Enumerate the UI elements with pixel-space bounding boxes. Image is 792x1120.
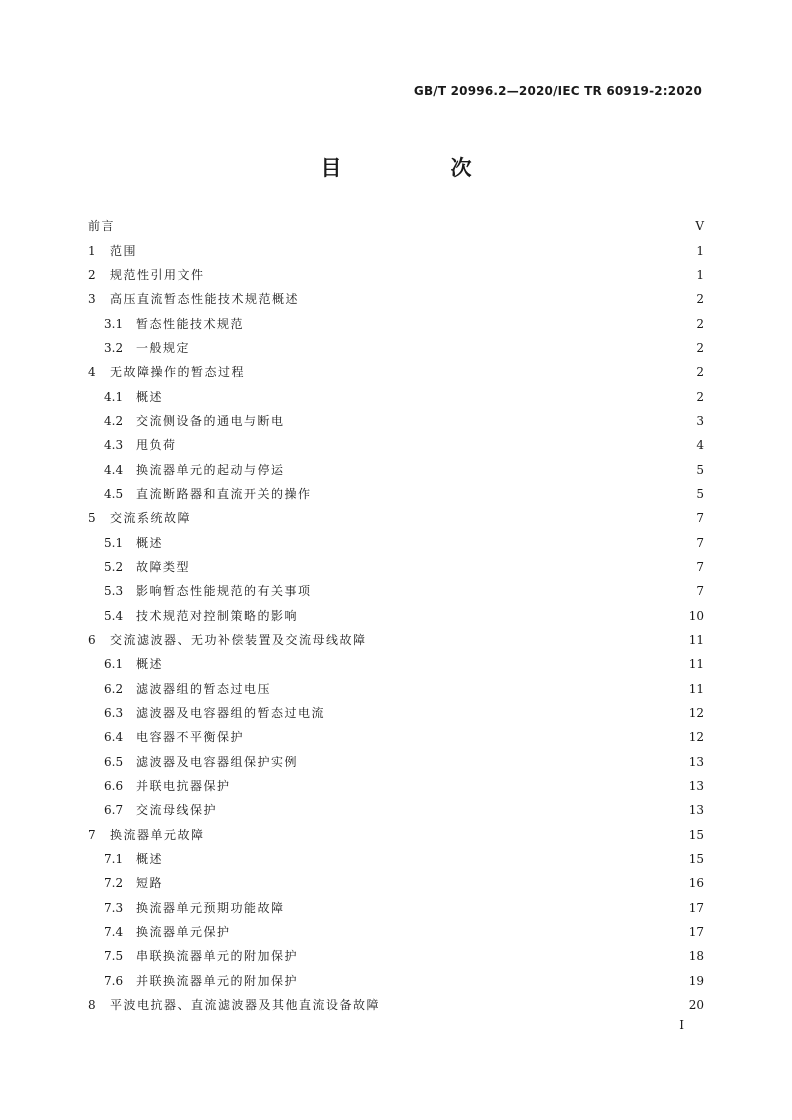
toc-entry-label: 概述 bbox=[136, 535, 164, 550]
toc-entry[interactable] bbox=[88, 920, 704, 944]
toc-entry[interactable] bbox=[88, 847, 704, 871]
toc-entry-page: 7 bbox=[696, 559, 704, 574]
toc-entry-label: 概述 bbox=[136, 852, 164, 867]
toc-entry[interactable] bbox=[88, 798, 704, 822]
dot-leader bbox=[331, 707, 683, 719]
toc-entry[interactable] bbox=[88, 409, 704, 433]
toc-entry-number: 5.4 bbox=[104, 608, 124, 623]
toc-entry[interactable] bbox=[88, 360, 704, 384]
toc-entry[interactable] bbox=[88, 604, 704, 628]
toc-entry[interactable] bbox=[88, 774, 704, 798]
toc-entry-label: 交流侧设备的通电与断电 bbox=[136, 413, 285, 428]
dot-leader bbox=[251, 366, 686, 378]
toc-entry-number: 7.6 bbox=[104, 973, 124, 988]
toc-entry-label: 滤波器及电容器组的暂态过电流 bbox=[136, 706, 326, 721]
dot-leader bbox=[211, 829, 683, 841]
toc-entry-label: 概述 bbox=[136, 389, 164, 404]
toc-entry-page: 16 bbox=[688, 876, 704, 891]
toc-entry-label: 换流器单元的起动与停运 bbox=[136, 462, 285, 477]
toc-entry-page: 2 bbox=[696, 292, 704, 307]
toc-entry-page: 19 bbox=[688, 973, 704, 988]
toc-entry[interactable] bbox=[88, 457, 704, 481]
toc-entry[interactable] bbox=[88, 530, 704, 554]
toc-entry-page: 7 bbox=[696, 535, 704, 550]
toc-entry[interactable] bbox=[88, 725, 704, 749]
toc-entry-label: 规范性引用文件 bbox=[110, 267, 205, 282]
toc-entry-page: 13 bbox=[688, 754, 704, 769]
toc-entry[interactable] bbox=[88, 896, 704, 920]
dot-leader bbox=[196, 561, 686, 573]
toc-entry-page: 15 bbox=[688, 827, 704, 842]
toc-entry-label: 短路 bbox=[136, 876, 164, 891]
toc-entry[interactable] bbox=[88, 701, 704, 725]
toc-entry-label: 故障类型 bbox=[136, 559, 191, 574]
toc-entry-number: 4 bbox=[88, 365, 96, 380]
dot-leader bbox=[304, 950, 683, 962]
toc-entry-number: 5 bbox=[88, 511, 96, 526]
toc-entry-page: 17 bbox=[688, 925, 704, 940]
toc-entry[interactable] bbox=[88, 750, 704, 774]
dot-leader bbox=[291, 464, 686, 476]
toc-entry-page: 7 bbox=[696, 511, 704, 526]
dot-leader bbox=[169, 537, 686, 549]
toc-entry-label: 概述 bbox=[136, 657, 164, 672]
toc-entry-page: 2 bbox=[696, 316, 704, 331]
toc-entry-page: 17 bbox=[688, 900, 704, 915]
dot-leader bbox=[169, 391, 686, 403]
dot-leader bbox=[223, 804, 683, 816]
toc-entry-page: 13 bbox=[688, 803, 704, 818]
toc-entry[interactable] bbox=[88, 652, 704, 676]
toc-entry[interactable] bbox=[88, 263, 704, 287]
toc-entry-label: 并联换流器单元的附加保护 bbox=[136, 973, 299, 988]
toc-entry-number: 6.5 bbox=[104, 754, 124, 769]
dot-leader bbox=[237, 780, 683, 792]
toc-entry-label: 暂态性能技术规范 bbox=[136, 316, 245, 331]
toc-entry-number: 7 bbox=[88, 827, 96, 842]
dot-leader bbox=[183, 439, 686, 451]
toc-entry[interactable] bbox=[88, 555, 704, 579]
toc-entry[interactable] bbox=[88, 579, 704, 603]
toc-entry[interactable] bbox=[88, 506, 704, 530]
dot-leader bbox=[318, 488, 686, 500]
toc-entry[interactable] bbox=[88, 677, 704, 701]
toc-entry-page: 4 bbox=[696, 438, 704, 453]
toc-entry-label: 电容器不平衡保护 bbox=[136, 730, 245, 745]
toc-entry-number: 4.1 bbox=[104, 389, 124, 404]
toc-entry-number: 4.2 bbox=[104, 413, 124, 428]
toc-entry-number: 6.2 bbox=[104, 681, 124, 696]
toc-entry-page: 18 bbox=[688, 949, 704, 964]
dot-leader bbox=[318, 585, 686, 597]
toc-entry[interactable] bbox=[88, 214, 704, 238]
toc-entry-label: 交流系统故障 bbox=[110, 511, 192, 526]
toc-entry-label: 平波电抗器、直流滤波器及其他直流设备故障 bbox=[110, 998, 381, 1013]
toc-entry-number: 6.4 bbox=[104, 730, 124, 745]
standard-code: GB/T 20996.2—2020/IEC TR 60919-2:2020 bbox=[413, 84, 702, 98]
toc-entry[interactable] bbox=[88, 944, 704, 968]
toc-entry-number: 5.3 bbox=[104, 584, 124, 599]
toc-entry-label: 直流断路器和直流开关的操作 bbox=[136, 486, 312, 501]
toc-entry-number: 7.3 bbox=[104, 900, 124, 915]
dot-leader bbox=[250, 318, 686, 330]
toc-entry-page: 5 bbox=[696, 486, 704, 501]
toc-entry-number: 6.7 bbox=[104, 803, 124, 818]
toc-entry[interactable] bbox=[88, 871, 704, 895]
toc-entry[interactable] bbox=[88, 336, 704, 360]
toc-entry-number: 4.4 bbox=[104, 462, 124, 477]
dot-leader bbox=[211, 269, 686, 281]
toc-entry-label: 滤波器及电容器组保护实例 bbox=[136, 754, 299, 769]
toc-entry[interactable] bbox=[88, 628, 704, 652]
toc-entry-number: 7.5 bbox=[104, 949, 124, 964]
dot-leader bbox=[169, 877, 683, 889]
dot-leader bbox=[386, 999, 683, 1011]
dot-leader bbox=[304, 756, 683, 768]
toc-entry-page: 7 bbox=[696, 584, 704, 599]
toc-entry[interactable] bbox=[88, 384, 704, 408]
toc-entry-number: 7.4 bbox=[104, 925, 124, 940]
dot-leader bbox=[196, 342, 686, 354]
toc-entry-number: 7.1 bbox=[104, 852, 124, 867]
dot-leader bbox=[277, 683, 683, 695]
toc-entry-number: 5.2 bbox=[104, 559, 124, 574]
toc-entry-label: 并联电抗器保护 bbox=[136, 779, 231, 794]
toc-entry-label: 换流器单元预期功能故障 bbox=[136, 900, 285, 915]
toc-entry-label: 范围 bbox=[110, 243, 138, 258]
toc-entry-number: 4.3 bbox=[104, 438, 124, 453]
toc-entry-number: 6.6 bbox=[104, 779, 124, 794]
toc-entry[interactable] bbox=[88, 433, 704, 457]
toc-entry-label: 换流器单元保护 bbox=[136, 925, 231, 940]
toc-entry-page: 3 bbox=[696, 413, 704, 428]
toc-entry-number: 1 bbox=[88, 243, 96, 258]
toc-entry-number: 3 bbox=[88, 292, 96, 307]
dot-leader bbox=[291, 902, 683, 914]
toc-entry-label: 技术规范对控制策略的影响 bbox=[136, 608, 299, 623]
toc-entry[interactable] bbox=[88, 311, 704, 335]
toc-entry-page: 1 bbox=[696, 243, 704, 258]
dot-leader bbox=[121, 220, 686, 232]
toc-entry[interactable] bbox=[88, 287, 704, 311]
toc-entry-page: 11 bbox=[688, 657, 704, 672]
toc-entry-label: 交流母线保护 bbox=[136, 803, 218, 818]
toc-entry-page: 12 bbox=[688, 706, 704, 721]
toc-entry-label: 串联换流器单元的附加保护 bbox=[136, 949, 299, 964]
toc-entry-number: 6.3 bbox=[104, 706, 124, 721]
toc-entry-label: 无故障操作的暂态过程 bbox=[110, 365, 246, 380]
toc-entry-page: 2 bbox=[696, 340, 704, 355]
toc-entry-label: 甩负荷 bbox=[136, 438, 177, 453]
toc-entry-number: 4.5 bbox=[104, 486, 124, 501]
toc-entry-page: 2 bbox=[696, 365, 704, 380]
toc-entry-number: 6 bbox=[88, 633, 96, 648]
toc-entry[interactable] bbox=[88, 993, 704, 1017]
toc-entry-page: 11 bbox=[688, 681, 704, 696]
toc-entry-page: 2 bbox=[696, 389, 704, 404]
toc-entry-number: 3.1 bbox=[104, 316, 124, 331]
toc-entry-number: 7.2 bbox=[104, 876, 124, 891]
toc-title: 目 次 bbox=[320, 156, 516, 180]
toc-entry-label: 高压直流暂态性能技术规范概述 bbox=[110, 292, 300, 307]
toc-entry-page: 13 bbox=[688, 779, 704, 794]
dot-leader bbox=[169, 853, 683, 865]
toc-entry-label: 影响暂态性能规范的有关事项 bbox=[136, 584, 312, 599]
toc-entry[interactable] bbox=[88, 238, 704, 262]
dot-leader bbox=[304, 610, 683, 622]
toc-entry-page: 20 bbox=[688, 998, 704, 1013]
page-number: I bbox=[679, 1018, 684, 1032]
toc-entry[interactable] bbox=[88, 823, 704, 847]
toc-entry-page: 15 bbox=[688, 852, 704, 867]
dot-leader bbox=[143, 245, 686, 257]
toc-entry-number: 2 bbox=[88, 267, 96, 282]
dot-leader bbox=[250, 731, 683, 743]
toc-entry-page: 5 bbox=[696, 462, 704, 477]
table-of-contents bbox=[88, 214, 704, 1017]
toc-entry-page: 10 bbox=[688, 608, 704, 623]
toc-entry-page: 12 bbox=[688, 730, 704, 745]
toc-entry-number: 5.1 bbox=[104, 535, 124, 550]
dot-leader bbox=[169, 658, 683, 670]
toc-entry-label: 换流器单元故障 bbox=[110, 827, 205, 842]
dot-leader bbox=[304, 975, 683, 987]
dot-leader bbox=[305, 293, 686, 305]
toc-entry-label: 滤波器组的暂态过电压 bbox=[136, 681, 272, 696]
toc-entry-label: 一般规定 bbox=[136, 340, 191, 355]
toc-entry-label: 前言 bbox=[88, 219, 116, 234]
toc-entry[interactable] bbox=[88, 969, 704, 993]
dot-leader bbox=[373, 634, 683, 646]
toc-entry-page: 11 bbox=[688, 633, 704, 648]
toc-entry-page: 1 bbox=[696, 267, 704, 282]
dot-leader bbox=[291, 415, 686, 427]
toc-entry-page: V bbox=[695, 219, 704, 234]
toc-entry-number: 8 bbox=[88, 998, 96, 1013]
dot-leader bbox=[237, 926, 683, 938]
toc-entry-label: 交流滤波器、无功补偿装置及交流母线故障 bbox=[110, 633, 367, 648]
dot-leader bbox=[197, 512, 686, 524]
toc-entry-number: 3.2 bbox=[104, 340, 124, 355]
toc-entry-number: 6.1 bbox=[104, 657, 124, 672]
toc-entry[interactable] bbox=[88, 482, 704, 506]
